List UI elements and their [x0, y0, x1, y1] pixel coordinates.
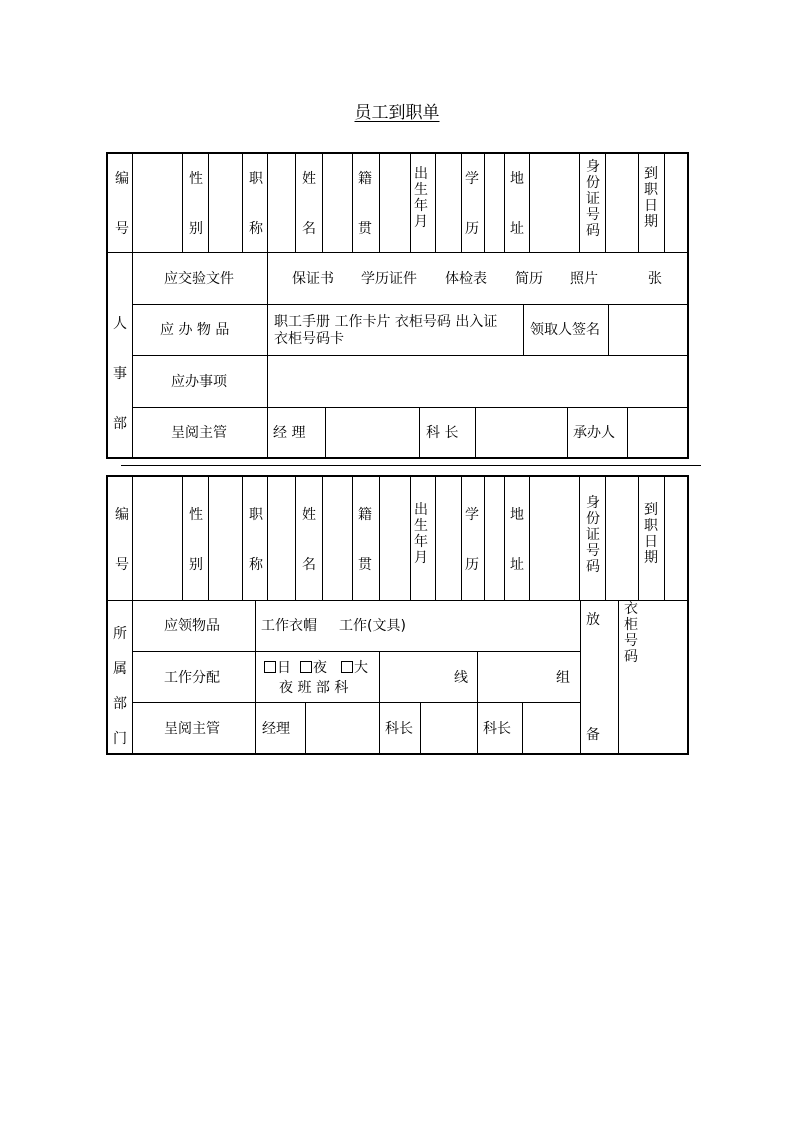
- number-label: 号: [115, 221, 129, 237]
- birth-date-label: 出生年月: [414, 166, 428, 230]
- manager-label: 经理: [262, 721, 290, 737]
- education-label: 学: [465, 171, 479, 187]
- dept-label: 所 属 部 门: [113, 626, 127, 747]
- number-label: 编: [115, 507, 129, 523]
- origin-label: 贯: [358, 557, 372, 573]
- id-number-label: 身份证号码: [586, 159, 600, 239]
- supply-uniform: 工作衣帽: [261, 618, 317, 634]
- origin-label: 籍: [358, 171, 372, 187]
- section-chief-label-2: 科长: [483, 721, 511, 737]
- address-label: 地: [510, 507, 524, 523]
- checkbox-icon: [341, 661, 353, 673]
- section-chief-label: 科长: [385, 721, 413, 737]
- documents-label: 应交验文件: [164, 271, 234, 287]
- shift-option-night[interactable]: 夜: [300, 660, 327, 676]
- gender-label: 性: [189, 171, 203, 187]
- address-label: 址: [510, 221, 524, 237]
- gender-label: 别: [189, 557, 203, 573]
- supply-stationery: 工作(文具): [339, 618, 406, 634]
- address-label: 地: [510, 171, 524, 187]
- address-label: 址: [510, 557, 524, 573]
- education-label: 历: [465, 557, 479, 573]
- locker-number-label: 衣柜号码: [624, 601, 638, 665]
- doc-guarantee: 保证书: [292, 271, 334, 287]
- name-label: 名: [302, 221, 316, 237]
- number-label: 号: [115, 557, 129, 573]
- hr-onboarding-table: [106, 152, 689, 459]
- assignment-label: 工作分配: [164, 670, 220, 686]
- receiver-sign-label: 领取人签名: [530, 322, 600, 338]
- shift-option-big[interactable]: 大: [341, 660, 368, 676]
- items-line-2: 衣柜号码卡: [274, 331, 344, 347]
- manager-label: 经 理: [273, 425, 306, 441]
- doc-photo-unit: 张: [648, 271, 662, 287]
- hr-dept-label: 人 事 部: [113, 316, 127, 432]
- doc-diploma: 学历证件: [361, 271, 417, 287]
- origin-label: 籍: [358, 507, 372, 523]
- position-label: 称: [249, 221, 263, 237]
- review-label: 呈阅主管: [164, 721, 220, 737]
- remark-top-label: 放: [586, 612, 600, 628]
- name-label: 姓: [302, 507, 316, 523]
- position-label: 职: [249, 171, 263, 187]
- cut-line: [121, 465, 701, 466]
- checkbox-icon: [264, 661, 276, 673]
- position-label: 职: [249, 507, 263, 523]
- education-label: 学: [465, 507, 479, 523]
- supplies-label: 应领物品: [164, 618, 220, 634]
- section-chief-label: 科 长: [426, 425, 459, 441]
- birth-date-label: 出生年月: [414, 502, 428, 566]
- name-label: 姓: [302, 171, 316, 187]
- number-label: 编: [115, 171, 129, 187]
- todo-label: 应办事项: [171, 374, 227, 390]
- gender-label: 性: [189, 507, 203, 523]
- dept-onboarding-table: [106, 475, 689, 755]
- start-date-label: 到职日期: [644, 166, 658, 230]
- id-number-label: 身份证号码: [586, 495, 600, 575]
- items-line-1: 职工手册 工作卡片 衣柜号码 出入证: [274, 314, 498, 330]
- form-title: 员工到职单: [354, 103, 440, 123]
- items-label: 应 办 物 品: [160, 322, 230, 338]
- handler-label: 承办人: [573, 425, 615, 441]
- origin-label: 贯: [358, 221, 372, 237]
- doc-photo: 照片: [570, 271, 598, 287]
- shift-option-day[interactable]: 日: [264, 660, 291, 676]
- position-label: 称: [249, 557, 263, 573]
- start-date-label: 到职日期: [644, 502, 658, 566]
- group-label: 组: [556, 670, 570, 686]
- remark-bottom-label: 备: [586, 727, 600, 743]
- education-label: 历: [465, 221, 479, 237]
- checkbox-icon: [300, 661, 312, 673]
- gender-label: 别: [189, 221, 203, 237]
- doc-medical: 体检表: [445, 271, 487, 287]
- line-label: 线: [454, 670, 468, 686]
- name-label: 名: [302, 557, 316, 573]
- doc-resume: 简历: [515, 271, 543, 287]
- shift-row-2: 夜 班 部 科: [279, 680, 349, 696]
- review-label: 呈阅主管: [171, 425, 227, 441]
